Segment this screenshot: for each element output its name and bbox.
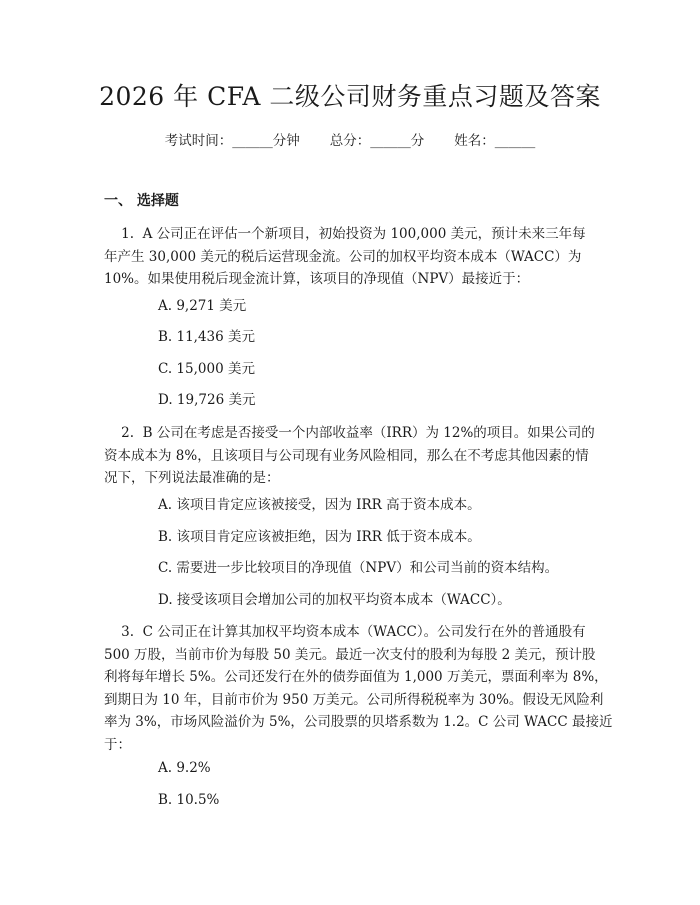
question-3-text bbox=[104, 621, 613, 756]
question-2-option-c: C. 需要进一步比较项目的净现值（NPV）和公司当前的资本结构。 bbox=[158, 560, 559, 576]
question-line: 1. A 公司正在评估一个新项目，初始投资为 100,000 美元，预计未来三年每 bbox=[104, 226, 586, 242]
question-line: 况下，下列说法最准确的是： bbox=[104, 470, 280, 486]
question-2-option-d: D. 接受该项目会增加公司的加权平均资本成本（WACC）。 bbox=[158, 592, 511, 608]
question-line: 到期日为 10 年，目前市价为 950 万美元。公司所得税税率为 30%。假设无风险利 bbox=[104, 691, 604, 708]
document-title: 2026 年 CFA 二级公司财务重点习题及答案 bbox=[99, 82, 601, 111]
question-line: 利将每年增长 5%。公司还发行在外的债券面值为 1,000 万美元，票面利率为 8%， bbox=[104, 669, 608, 685]
question-1-option-c: C. 15,000 美元 bbox=[158, 361, 255, 377]
question-3-option-b: B. 10.5% bbox=[158, 792, 220, 808]
question-line: 年产生 30,000 美元的税后运营现金流。公司的加权平均资本成本（WACC）为 bbox=[104, 248, 582, 265]
question-2-option-a: A. 该项目肯定应该被接受，因为 IRR 高于资本成本。 bbox=[158, 497, 481, 513]
question-2-option-b: B. 该项目肯定应该被拒绝，因为 IRR 低于资本成本。 bbox=[158, 529, 481, 545]
question-line: 10%。如果使用税后现金流计算，该项目的净现值（NPV）最接近于： bbox=[104, 271, 530, 287]
question-2-text bbox=[104, 422, 604, 490]
question-line: 500 万股，当前市价为每股 50 美元。最近一次支付的股利为每股 2 美元，预计股 bbox=[104, 646, 596, 663]
question-line: 资本成本为 8%，且该项目与公司现有业务风险相同，那么在不考虑其他因素的情 bbox=[104, 447, 589, 464]
question-1-option-a: A. 9,271 美元 bbox=[158, 298, 247, 314]
question-1-text bbox=[104, 223, 604, 291]
question-3-option-a: A. 9.2% bbox=[158, 760, 211, 776]
section-heading-choice: 一、 选择题 bbox=[104, 193, 179, 209]
total-score-field: 总分：______分 bbox=[329, 133, 425, 149]
question-1-option-b: B. 11,436 美元 bbox=[158, 329, 256, 345]
exam-time-field: 考试时间：______分钟 bbox=[164, 133, 300, 149]
name-field: 姓名：______ bbox=[454, 133, 536, 149]
question-line: 率为 3%，市场风险溢价为 5%，公司股票的贝塔系数为 1.2。C 公司 WACC 最接近 bbox=[104, 714, 613, 730]
question-line: 于： bbox=[104, 736, 131, 753]
question-line: 3. C 公司正在计算其加权平均资本成本（WACC）。公司发行在外的普通股有 bbox=[104, 624, 586, 640]
question-1-option-d: D. 19,726 美元 bbox=[158, 392, 256, 408]
question-line: 2. B 公司在考虑是否接受一个内部收益率（IRR）为 12%的项目。如果公司的 bbox=[104, 425, 595, 441]
exam-info-row bbox=[0, 131, 700, 151]
